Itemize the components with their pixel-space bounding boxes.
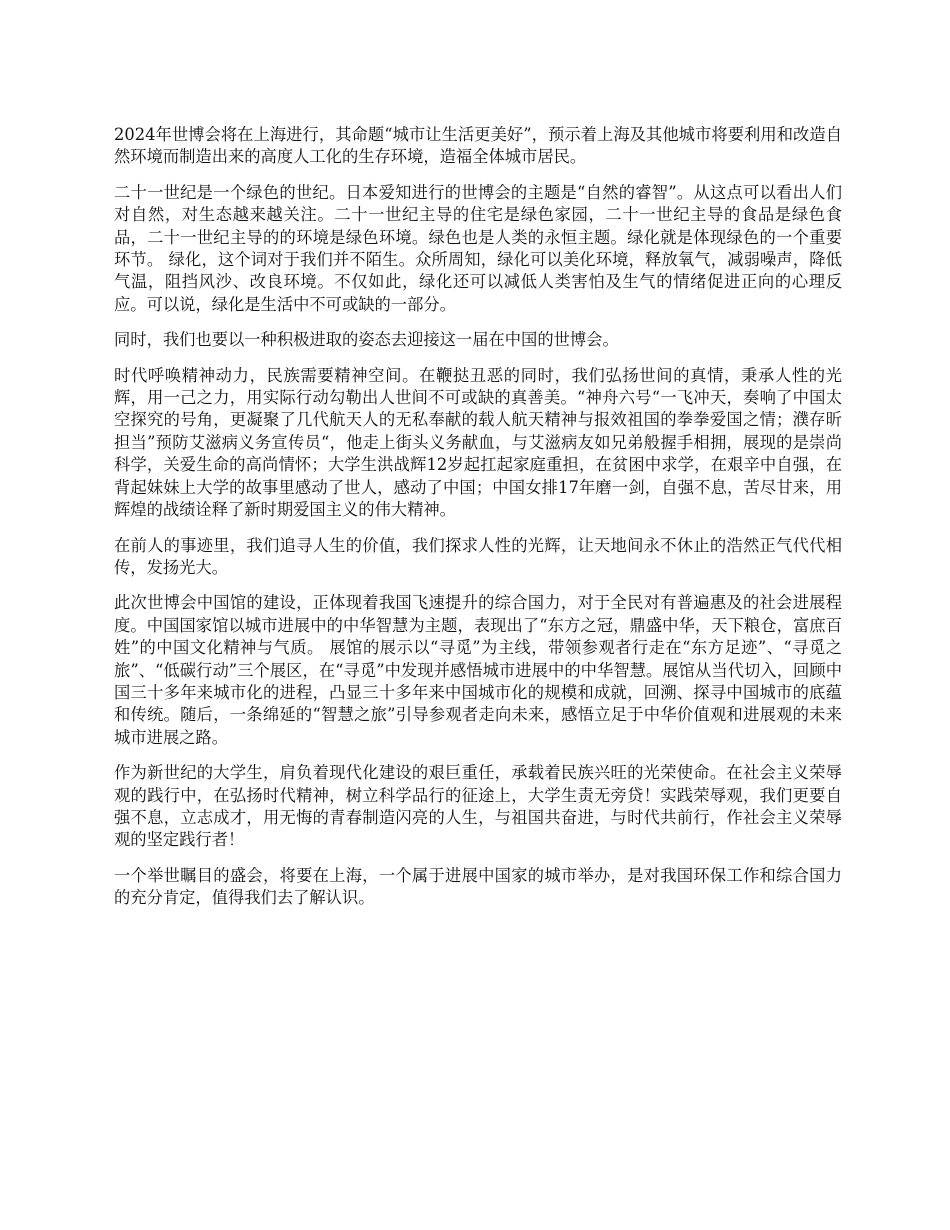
paragraph-2: 二十一世纪是一个绿色的世纪。日本爱知进行的世博会的主题是“自然的睿智”。从这点可以看出人们对自然，对生态越来越关注。二十一世纪主导的住宅是绿色家园，二十一世纪主导的食品是绿色食品，二十一世纪主导的的环境是绿色环境。绿色也是人类的永恒主题。绿化就是体现绿色的一个重要环节。 绿化，这个词对于我们并不陌生。众所周知，绿化可以美化环境，释放氧气，减弱噪声，降低气温，阻挡风沙、改良环境。不仅如此，绿化还可以减低人类害怕及生气的情绪促进正向的心理反应。可以说，绿化是生活中不可或缺的一部分。 [114, 182, 842, 314]
paragraph-8: 一个举世瞩目的盛会，将要在上海，一个属于进展中国家的城市举办，是对我国环保工作和综合国力的充分肯定，值得我们去了解认识。 [114, 865, 842, 908]
paragraph-6: 此次世博会中国馆的建设，正体现着我国飞速提升的综合国力，对于全民对有普遍惠及的社会进展程度。中国国家馆以城市进展中的中华智慧为主题，表现出了“东方之冠，鼎盛中华，天下粮仓，富庶百姓”的中国文化精神与气质。 展馆的展示以“寻觅”为主线，带领参观者行走在“东方足迹”、“寻觅之旅”、“低碳行动”三个展区，在“寻觅”中发现并感悟城市进展中的中华智慧。展馆从当代切入，回顾中国三十多年来城市化的进程，凸显三十多年来中国城市化的规模和成就，回溯、探寻中国城市的底蕴和传统。随后，一条绵延的“智慧之旅”引导参观者走向未来，感悟立足于中华价值观和进展观的未来城市进展之路。 [114, 593, 842, 747]
paragraph-7: 作为新世纪的大学生，肩负着现代化建设的艰巨重任，承载着民族兴旺的光荣使命。在社会主义荣辱观的践行中，在弘扬时代精神，树立科学品行的征途上，大学生责无旁贷！实践荣辱观，我们更要自强不息，立志成才，用无悔的青春制造闪亮的人生，与祖国共奋进，与时代共前行，作社会主义荣辱观的坚定践行者！ [114, 763, 842, 850]
paragraph-4: 时代呼唤精神动力，民族需要精神空间。在鞭挞丑恶的同时，我们弘扬世间的真情，秉承人性的光辉，用一己之力，用实际行动勾勒出人世间不可或缺的真善美。“神舟六号“一飞冲天，奏响了中国太空探究的号角，更凝聚了几代航天人的无私奉献的载人航天精神与报效祖国的拳拳爱国之情；濮存昕担当”预防艾滋病义务宣传员“，他走上街头义务献血，与艾滋病友如兄弟般握手相拥，展现的是崇尚科学，关爱生命的高尚情怀；大学生洪战辉12岁起扛起家庭重担，在贫困中求学，在艰辛中自强，在背起妹妹上大学的故事里感动了世人，感动了中国；中国女排17年磨一剑，自强不息，苦尽甘来，用辉煌的战绩诠释了新时期爱国主义的伟大精神。 [114, 365, 842, 520]
paragraph-3: 同时，我们也要以一种积极进取的姿态去迎接这一届在中国的世博会。 [114, 330, 619, 350]
paragraph-5: 在前人的事迹里，我们追寻人生的价值，我们探求人性的光辉，让天地间永不休止的浩然正气代代相传，发扬光大。 [114, 535, 842, 577]
document-body [114, 124, 842, 923]
paragraph-1: 2024年世博会将在上海进行，其命题“城市让生活更美好”，预示着上海及其他城市将要利用和改造自然环境而制造出来的高度人工化的生存环境，造福全体城市居民。 [114, 125, 842, 167]
